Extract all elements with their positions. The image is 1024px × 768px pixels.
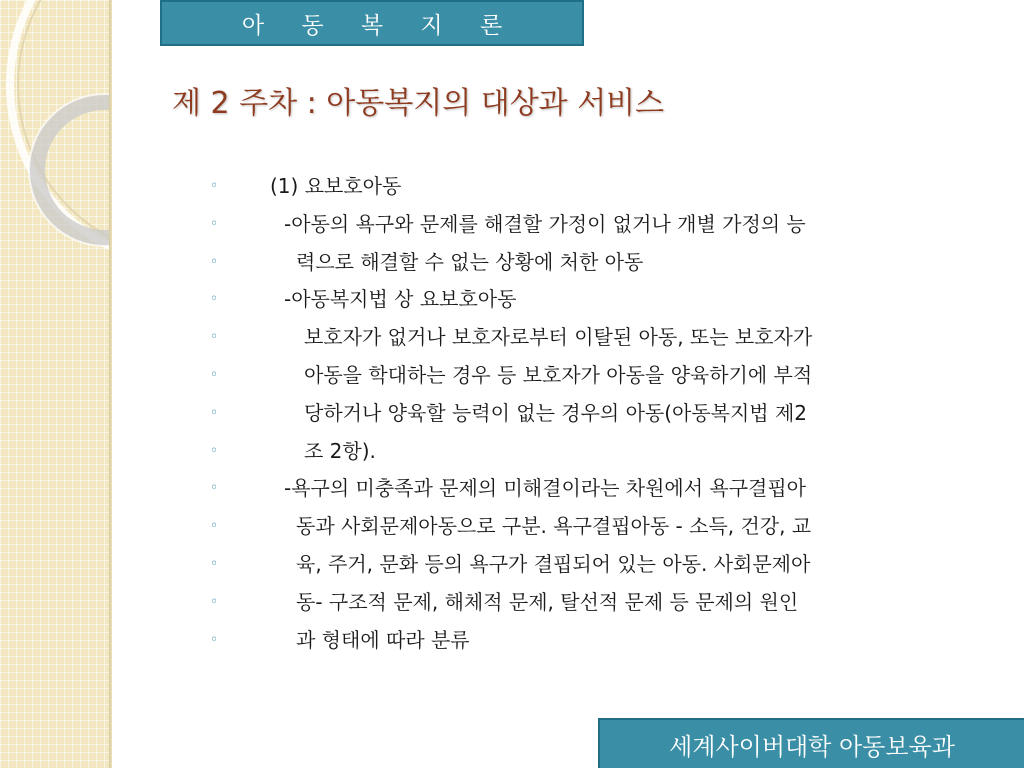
- bullet-text: 보호자가 없거나 보호자로부터 이탈된 아동, 또는 보호자가: [304, 325, 813, 350]
- bullet-icon: ◦: [210, 404, 219, 421]
- bullet-text: 과 형태에 따라 분류: [296, 627, 470, 652]
- bullet-icon: ◦: [210, 631, 219, 648]
- bullet-icon: ◦: [210, 329, 219, 346]
- bullet-icon: ◦: [210, 555, 219, 572]
- bullet-icon: ◦: [210, 518, 219, 535]
- bullet-text: 육, 주거, 문화 등의 욕구가 결핍되어 있는 아동. 사회문제아: [296, 551, 811, 576]
- subject-title: 아 동 복 지 론: [241, 12, 518, 39]
- bullet-icon: ◦: [210, 593, 219, 610]
- bullet-text: (1) 요보호아동: [270, 174, 402, 198]
- side-decoration-panel: [0, 0, 112, 768]
- subject-title-banner: [160, 0, 584, 46]
- footer-institution-banner: [598, 718, 1024, 768]
- bullet-icon: ◦: [210, 291, 219, 308]
- slide-heading: 제 2 주차 : 아동복지의 대상과 서비스: [172, 86, 665, 121]
- bullet-icon: ◦: [210, 366, 219, 383]
- bullet-text: 동- 구조적 문제, 해체적 문제, 탈선적 문제 등 문제의 원인: [296, 589, 799, 614]
- decorative-rings: [0, 0, 112, 768]
- bullet-text: -욕구의 미충족과 문제의 미해결이라는 차원에서 욕구결핍아: [284, 476, 807, 501]
- bullet-icon: ◦: [210, 480, 219, 497]
- bullet-icon: ◦: [210, 178, 219, 194]
- bullet-text: 력으로 해결할 수 없는 상황에 처한 아동: [296, 249, 644, 274]
- bullet-text: -아동의 욕구와 문제를 해결할 가정이 없거나 개별 가정의 능: [284, 211, 806, 236]
- bullet-icon: ◦: [210, 253, 219, 270]
- bullet-text: 동과 사회문제아동으로 구분. 욕구결핍아동 - 소득, 건강, 교: [296, 514, 812, 539]
- bullet-icon: ◦: [210, 215, 219, 232]
- bullet-icon: ◦: [210, 442, 219, 459]
- bullet-text: 당하거나 양육할 능력이 없는 경우의 아동(아동복지법 제2: [304, 400, 808, 425]
- bullet-text: 아동을 학대하는 경우 등 보호자가 아동을 양육하기에 부적: [304, 362, 813, 387]
- bullet-text: 조 2항).: [304, 438, 376, 463]
- bullet-text: -아동복지법 상 요보호아동: [284, 287, 517, 312]
- footer-institution: 세계사이버대학 아동보육과: [669, 732, 955, 761]
